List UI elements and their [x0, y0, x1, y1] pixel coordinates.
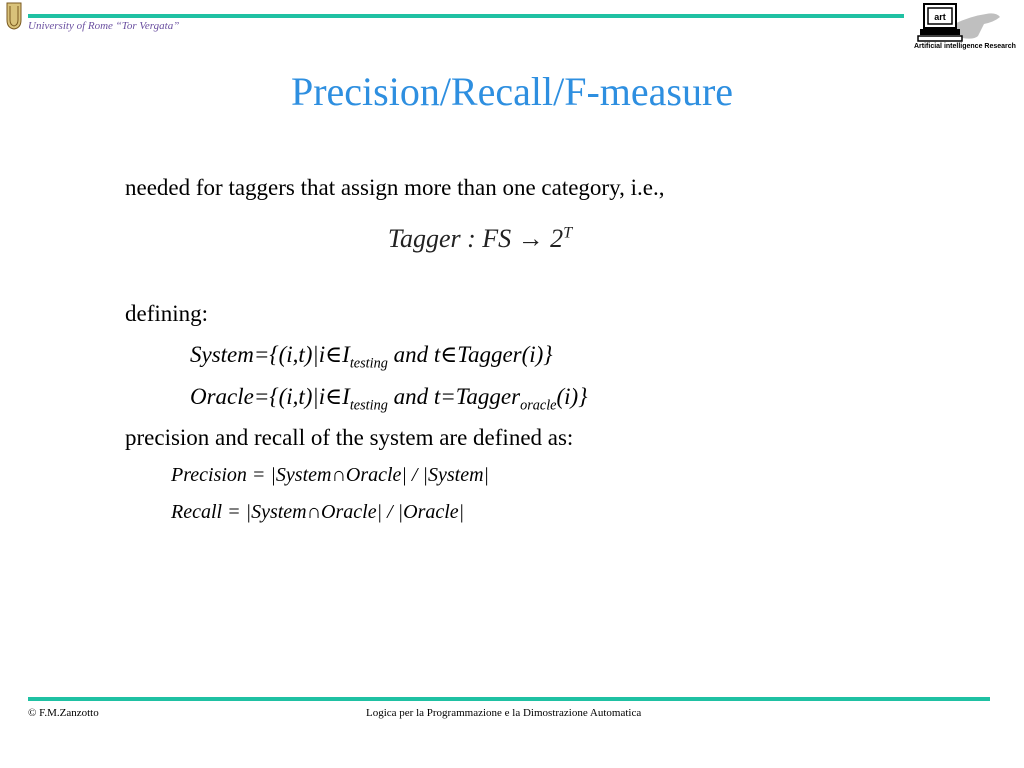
precision-recall-intro: precision and recall of the system are defined as:: [125, 425, 574, 450]
tagger-formula: [0, 224, 960, 254]
system-definition: [190, 342, 553, 373]
recall-definition: Recall = |System∩Oracle| / |Oracle|: [171, 501, 465, 523]
slide-title: Precision/Recall/F-measure: [290, 69, 734, 114]
logo-text: art: [934, 12, 946, 22]
header-rule: [28, 14, 904, 18]
precision-definition: Precision = |System∩Oracle| / |System|: [171, 464, 490, 486]
system-def-subscript: testing: [349, 355, 388, 372]
footer-rule: [28, 697, 990, 701]
university-shield-icon: [6, 2, 22, 30]
oracle-def-subscript-2: oracle: [520, 397, 557, 414]
formula-exponent: T: [563, 224, 573, 242]
university-name: University of Rome “Tor Vergata”: [28, 20, 180, 32]
formula-base: Tagger : FS → 2: [387, 224, 564, 253]
footer-course: Logica per la Programmazione e la Dimostrazione Automatica: [366, 707, 642, 719]
oracle-def-part1: Oracle={(i,t)|i∈I: [190, 384, 350, 409]
oracle-def-part2: and t=Tagger: [387, 384, 521, 409]
intro-text: needed for taggers that assign more than one category, i.e.,: [125, 175, 665, 200]
system-def-part1: System={(i,t)|i∈I: [190, 342, 350, 367]
logo-caption: Artificial intelligence Research: [914, 43, 1016, 50]
footer-author: © F.M.Zanzotto: [28, 707, 99, 719]
oracle-definition: [190, 384, 587, 415]
oracle-def-part3: (i)}: [556, 384, 588, 409]
oracle-def-subscript: testing: [349, 397, 388, 414]
system-def-part2: and t∈Tagger(i)}: [387, 342, 553, 367]
defining-label: defining:: [125, 301, 209, 326]
